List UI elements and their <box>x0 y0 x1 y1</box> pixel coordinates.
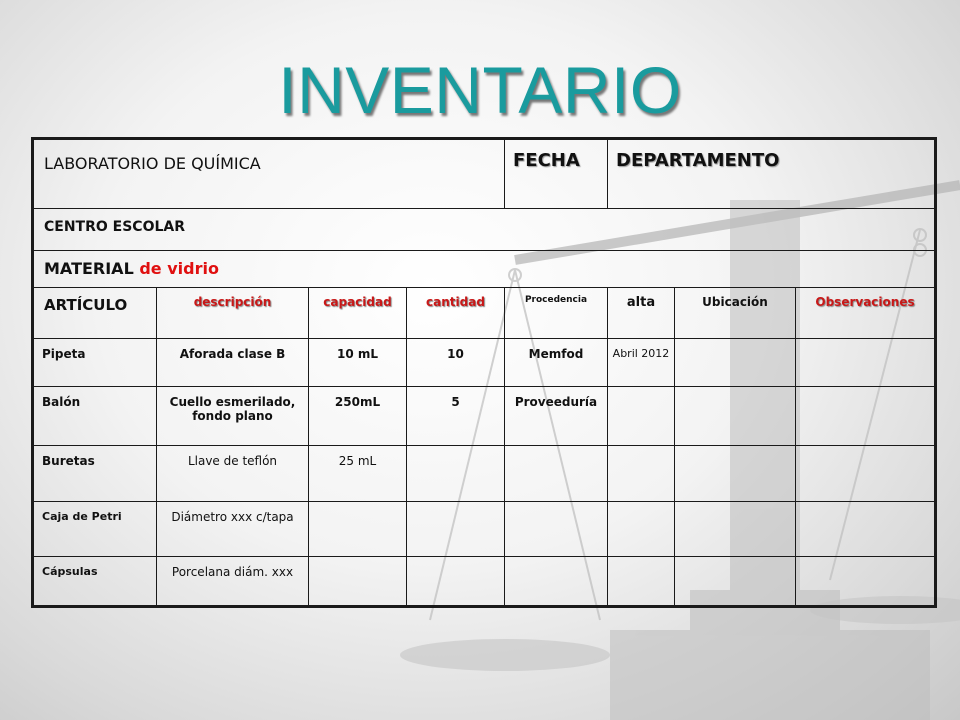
table-row <box>33 446 936 502</box>
cell-alta <box>608 387 675 446</box>
cell-capacidad: 250mL <box>309 387 407 446</box>
cell-observaciones <box>796 502 936 557</box>
material-prefix: MATERIAL <box>44 259 134 278</box>
cell-cantidad: 5 <box>407 387 505 446</box>
cell-observaciones <box>796 387 936 446</box>
header-lab: LABORATORIO DE QUÍMICA <box>33 139 505 209</box>
cell-capacidad <box>309 557 407 607</box>
cell-descripcion: Cuello esmerilado, fondo plano <box>157 387 309 446</box>
cell-descripcion: Porcelana diám. xxx <box>157 557 309 607</box>
col-cantidad: cantidad <box>407 288 505 339</box>
cell-capacidad <box>309 502 407 557</box>
inventory-table <box>31 137 937 608</box>
cell-cantidad <box>407 557 505 607</box>
header-departamento: DEPARTAMENTO <box>608 139 936 209</box>
cell-ubicacion <box>675 387 796 446</box>
cell-descripcion: Aforada clase B <box>157 339 309 387</box>
cell-alta <box>608 502 675 557</box>
cell-procedencia: Proveeduría <box>505 387 608 446</box>
material-highlight: de vidrio <box>139 259 219 278</box>
col-capacidad: capacidad <box>309 288 407 339</box>
header-centro: CENTRO ESCOLAR <box>33 209 936 251</box>
cell-observaciones <box>796 446 936 502</box>
cell-alta: Abril 2012 <box>608 339 675 387</box>
cell-capacidad: 25 mL <box>309 446 407 502</box>
table-row <box>33 339 936 387</box>
cell-ubicacion <box>675 557 796 607</box>
table-row <box>33 557 936 607</box>
table-row <box>33 387 936 446</box>
cell-alta <box>608 557 675 607</box>
cell-observaciones <box>796 339 936 387</box>
col-procedencia: Procedencia <box>505 288 608 339</box>
col-alta: alta <box>608 288 675 339</box>
cell-articulo: Pipeta <box>33 339 157 387</box>
col-observaciones: Observaciones <box>796 288 936 339</box>
cell-procedencia <box>505 446 608 502</box>
cell-procedencia: Memfod <box>505 339 608 387</box>
cell-cantidad <box>407 502 505 557</box>
cell-cantidad: 10 <box>407 339 505 387</box>
cell-articulo: Balón <box>33 387 157 446</box>
column-header-row <box>33 288 936 339</box>
cell-descripcion: Diámetro xxx c/tapa <box>157 502 309 557</box>
cell-ubicacion <box>675 339 796 387</box>
cell-cantidad <box>407 446 505 502</box>
col-descripcion: descripción <box>157 288 309 339</box>
page-title: INVENTARIO <box>278 53 682 127</box>
header-fecha: FECHA <box>505 139 608 209</box>
col-articulo: ARTÍCULO <box>33 288 157 339</box>
cell-ubicacion <box>675 446 796 502</box>
cell-procedencia <box>505 502 608 557</box>
col-ubicacion: Ubicación <box>675 288 796 339</box>
cell-descripcion: Llave de teflón <box>157 446 309 502</box>
cell-articulo: Cápsulas <box>33 557 157 607</box>
cell-observaciones <box>796 557 936 607</box>
cell-articulo: Caja de Petri <box>33 502 157 557</box>
cell-procedencia <box>505 557 608 607</box>
cell-ubicacion <box>675 502 796 557</box>
cell-alta <box>608 446 675 502</box>
cell-articulo: Buretas <box>33 446 157 502</box>
header-material <box>33 251 936 288</box>
cell-capacidad: 10 mL <box>309 339 407 387</box>
table-row <box>33 502 936 557</box>
